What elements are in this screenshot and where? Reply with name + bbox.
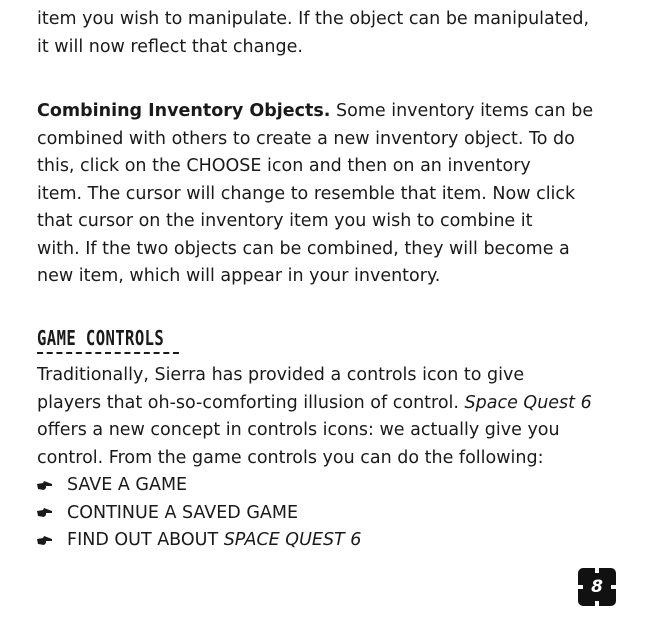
intro-paragraph [37, 6, 617, 61]
text-line: offers a new concept in controls icons: we actually give you [37, 420, 560, 440]
list-item [37, 472, 597, 500]
text-line: this, click on the CHOOSE icon and then on an inventory [37, 156, 531, 176]
heading-underline [37, 352, 179, 354]
text-line: it will now reflect that change. [37, 36, 303, 57]
pointing-hand-icon [37, 535, 53, 547]
text-line: combined with others to create a new inventory object. To do [37, 128, 575, 149]
section-heading: GAME CONTROLS [37, 326, 165, 350]
game-title: Space Quest 6 [464, 392, 592, 413]
text-line: with. If the two objects can be combined, they will become a [37, 238, 570, 259]
game-title: SPACE QUEST 6 [223, 530, 362, 550]
text-line [37, 390, 617, 418]
page-number: 8 [591, 576, 603, 597]
paragraph-lead: Combining Inventory Objects. [37, 101, 331, 121]
list-item [37, 527, 597, 555]
combining-paragraph [37, 98, 617, 291]
text-line [37, 98, 617, 126]
text-line: item. The cursor will change to resemble that item. Now click [37, 183, 576, 204]
pointing-hand-icon [37, 507, 53, 519]
list-item [37, 500, 597, 528]
list-item-label [67, 527, 361, 555]
text-line: new item, which will appear in your inventory. [37, 266, 441, 286]
controls-paragraph [37, 362, 617, 472]
text-fragment: players that oh-so-comforting illusion of control. [37, 392, 465, 413]
controls-list [37, 472, 597, 555]
text-line: that cursor on the inventory item you wish to combine it [37, 211, 533, 231]
list-item-label: SAVE A GAME [67, 475, 188, 495]
text-line: Traditionally, Sierra has provided a controls icon to give [37, 365, 525, 385]
text-line: control. From the game controls you can do the following: [37, 447, 544, 468]
text-line: item you wish to manipulate. If the object can be manipulated, [37, 9, 590, 29]
text-fragment: FIND OUT ABOUT [67, 530, 224, 550]
pointing-hand-icon [37, 480, 53, 492]
page-number-badge [578, 568, 616, 606]
list-item-label: CONTINUE A SAVED GAME [67, 502, 299, 523]
text-fragment: Some inventory items can be [330, 101, 594, 121]
